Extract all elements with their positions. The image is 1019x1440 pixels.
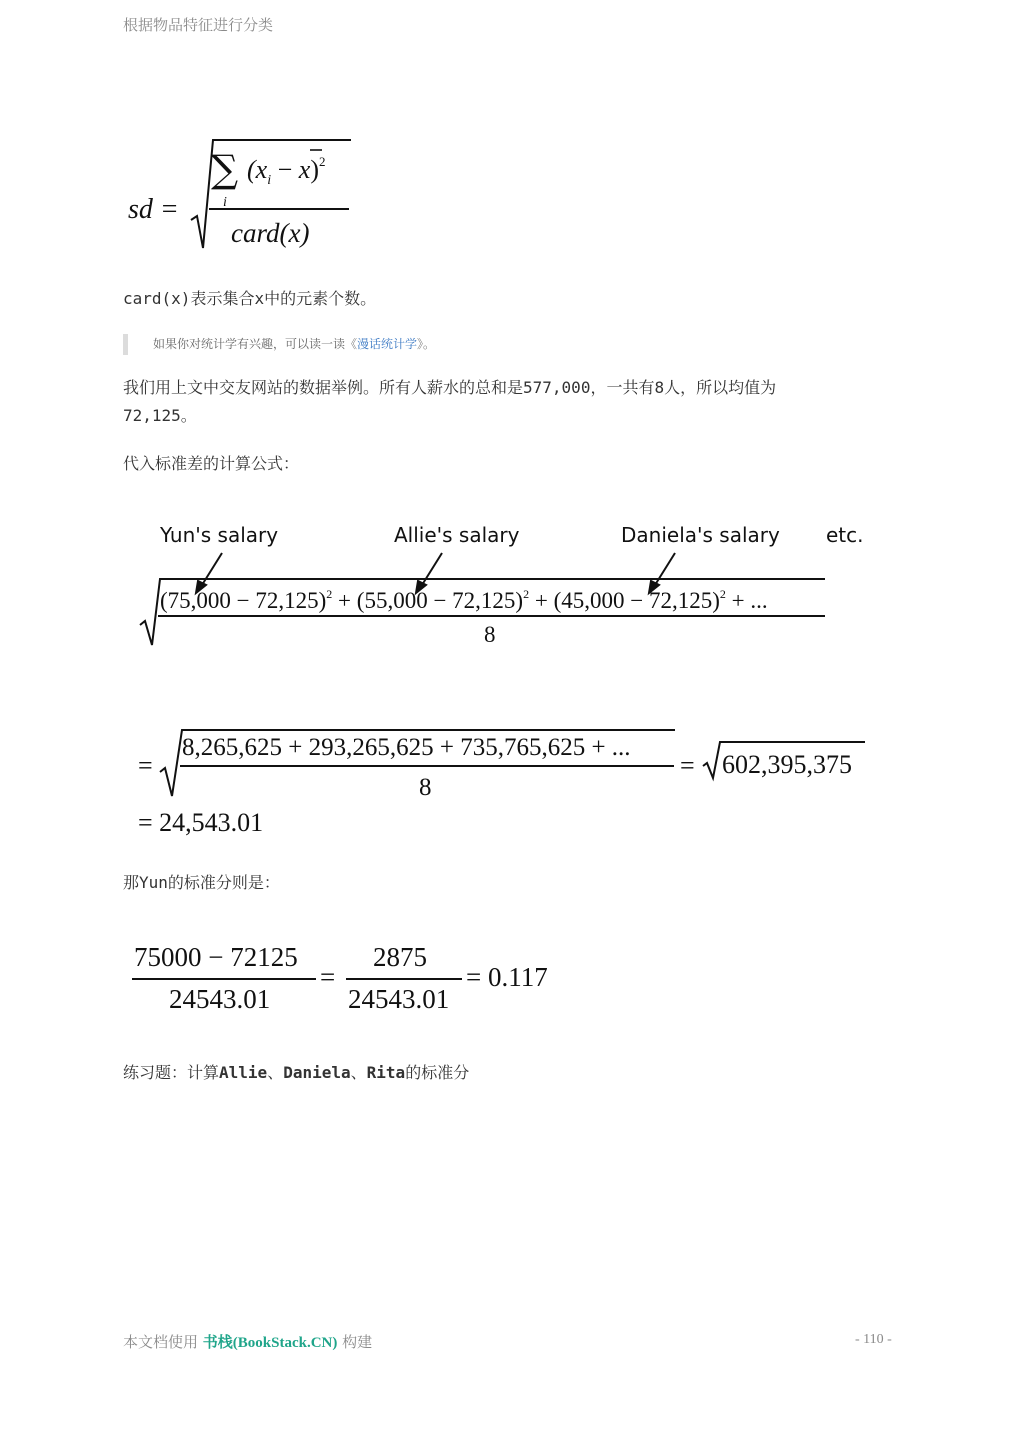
label-daniela-salary: Daniela's salary: [621, 523, 780, 547]
card-description: card(x)表示集合x中的元素个数。: [123, 289, 377, 308]
sd-result-figure: [130, 722, 880, 842]
substitute-paragraph: 代入标准差的计算公式：: [123, 454, 300, 473]
salary-numerator: $(75,000 - 72,125)^2 + (55,000 - 72,125)^2 + (45,000 - 72,125)^2$ + ...: [160, 587, 768, 613]
result-denominator: 8: [419, 774, 432, 801]
label-etc: etc.: [826, 523, 864, 547]
page-number: - 110 -: [855, 1332, 892, 1347]
sd-denominator: card(x): [231, 218, 310, 248]
result-sqrt-value: 602,395,375: [722, 750, 852, 779]
annotation-arrows: [196, 553, 675, 593]
mean-paragraph: 我们用上文中交友网站的数据举例。所有人薪水的总和是577,000，一共有8人，所以均值为 72,125。: [123, 378, 777, 425]
yun-zscore-paragraph: 那Yun的标准分则是：: [123, 873, 280, 892]
salary-denominator: 8: [484, 622, 496, 647]
zscore-frac1-denominator: 24543.01: [169, 984, 271, 1014]
blockquote-text: 如果你对统计学有兴趣，可以读一读《漫话统计学》。: [153, 337, 436, 351]
result-final: = 24,543.01: [138, 808, 264, 837]
label-yun-salary: Yun's salary: [160, 523, 279, 547]
zscore-result: = 0.117: [466, 962, 548, 992]
page-header-title: 根据物品特征进行分类: [123, 16, 274, 34]
label-allie-salary: Allie's salary: [394, 523, 520, 547]
zscore-frac2-numerator: 2875: [373, 942, 427, 972]
salary-formula-figure: [130, 515, 880, 655]
zscore-equals: =: [320, 962, 336, 992]
sd-formula: [123, 132, 363, 257]
result-equals: =: [138, 751, 153, 780]
sd-sum-index: i: [223, 195, 227, 210]
blockquote-bar: [123, 334, 128, 355]
zscore-frac1-numerator: 75000 − 72125: [134, 942, 298, 972]
zscore-figure: [130, 935, 570, 1020]
sd-lhs: sd =: [128, 194, 179, 225]
sd-numerator: $(x_i - x)^2$: [247, 154, 326, 188]
comic-statistics-link[interactable]: 漫话统计学: [357, 337, 418, 351]
exercise-paragraph: 练习题：计算Allie、Daniela、Rita的标准分: [123, 1063, 470, 1082]
result-numerator: 8,265,625 + 293,265,625 + 735,765,625 + ...: [182, 734, 631, 761]
footer-credit: 本文档使用 书栈(BookStack.CN) 构建: [123, 1333, 373, 1351]
zscore-frac2-denominator: 24543.01: [348, 984, 450, 1014]
result-equals-2: =: [680, 751, 695, 780]
bookstack-link[interactable]: 书栈(BookStack.CN): [202, 1335, 338, 1351]
sd-sum-symbol: ∑: [211, 147, 239, 191]
